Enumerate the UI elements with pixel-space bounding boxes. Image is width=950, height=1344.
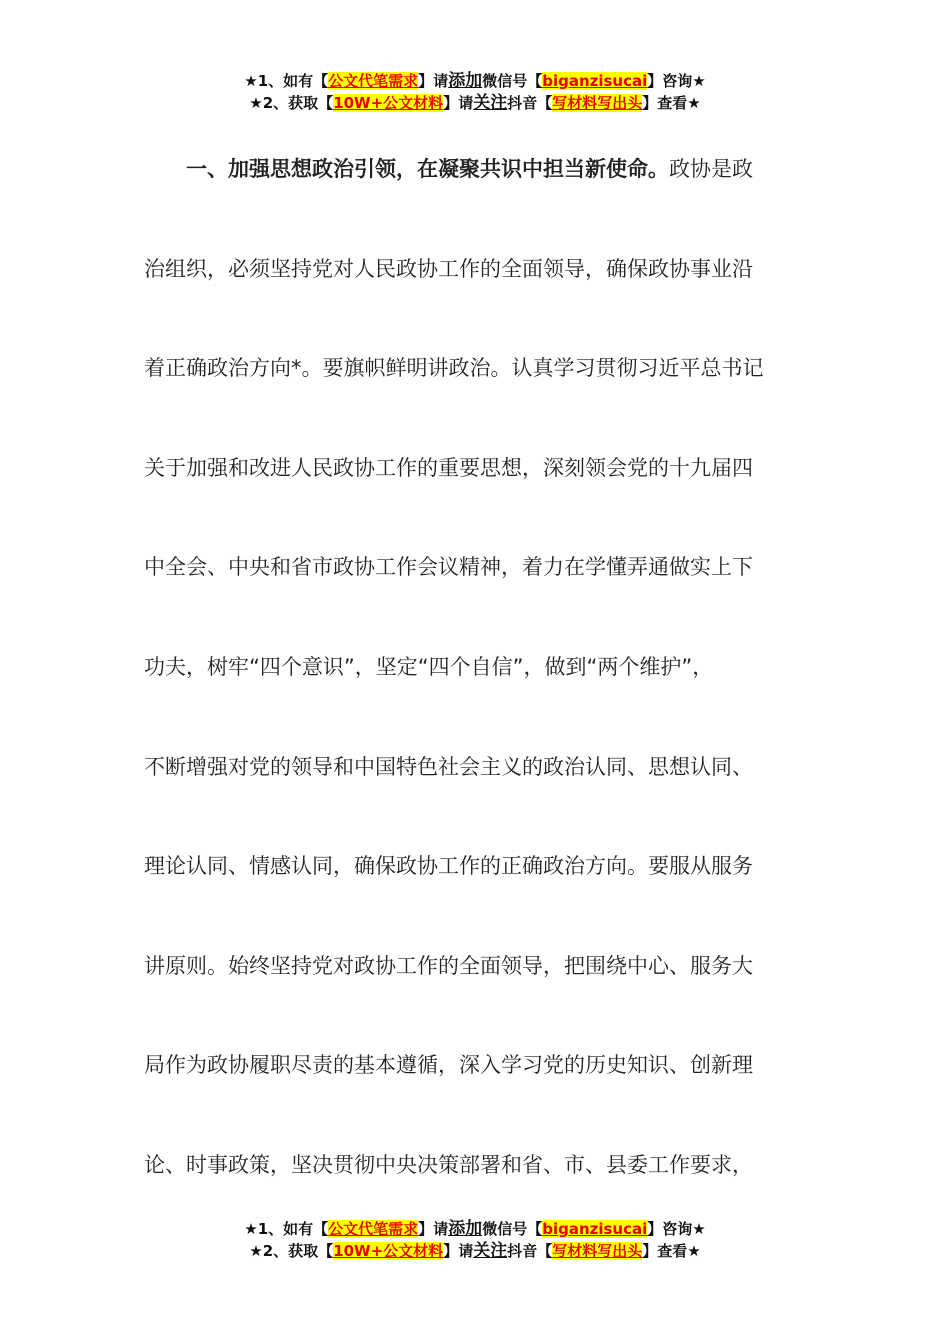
body-line: 关于加强和改进人民政协工作的重要思想，深刻领会党的十九届四 bbox=[144, 455, 753, 480]
banner-text: 】咨询★ bbox=[647, 1220, 706, 1238]
banner-text: 】查看★ bbox=[642, 1242, 701, 1260]
banner-text: 】请 bbox=[443, 1242, 474, 1260]
top-banner bbox=[0, 70, 950, 114]
banner-text: 】请 bbox=[418, 72, 449, 90]
body-line: 着正确政治方向*。要旗帜鲜明讲政治。认真学习贯彻习近平总书记 bbox=[144, 356, 764, 381]
banner-highlight: biganzisucai bbox=[542, 72, 648, 90]
banner-highlight: biganzisucai bbox=[542, 1220, 648, 1238]
banner-text: ★1、如有【 bbox=[244, 72, 329, 90]
body-line: 中全会、中央和省市政协工作会议精神，着力在学懂弄通做实上下 bbox=[144, 555, 753, 580]
document-body bbox=[144, 120, 824, 1216]
banner-highlight: 公文代笔需求 bbox=[328, 72, 419, 90]
banner-text: ★2、获取【 bbox=[249, 94, 334, 112]
body-line: 讲原则。始终坚持党对政协工作的全面领导，把围绕中心、服务大 bbox=[144, 953, 753, 978]
banner-highlight: 10W+公文材料 bbox=[333, 1242, 444, 1260]
banner-highlight: 10W+公文材料 bbox=[333, 94, 444, 112]
banner-highlight: 写材料写出头 bbox=[552, 94, 643, 112]
banner-line-2 bbox=[0, 92, 950, 114]
banner-text: 微信号【 bbox=[482, 72, 543, 90]
body-line: 论、时事政策，坚决贯彻中央决策部署和省、市、县委工作要求， bbox=[144, 1152, 753, 1177]
body-line: 不断增强对党的领导和中国特色社会主义的政治认同、思想认同、 bbox=[144, 754, 753, 779]
body-line: 局作为政协履职尽责的基本遵循，深入学习党的历史知识、创新理 bbox=[144, 1053, 753, 1078]
banner-text: 】请 bbox=[418, 1220, 449, 1238]
banner-line-2 bbox=[0, 1240, 950, 1262]
banner-text: 】查看★ bbox=[642, 94, 701, 112]
banner-text: 微信号【 bbox=[482, 1220, 543, 1238]
body-line: 理论认同、情感认同，确保政协工作的正确政治方向。要服从服务 bbox=[144, 854, 753, 879]
banner-text: 】请 bbox=[443, 94, 474, 112]
banner-line-1 bbox=[0, 1218, 950, 1240]
banner-text: ★1、如有【 bbox=[244, 1220, 329, 1238]
section-heading: 一、加强思想政治引领，在凝聚共识中担当新使命。 bbox=[186, 157, 669, 181]
banner-underline: 关注 bbox=[473, 93, 508, 113]
banner-text: 抖音【 bbox=[507, 94, 553, 112]
banner-underline: 添加 bbox=[448, 1219, 483, 1239]
banner-line-1 bbox=[0, 70, 950, 92]
banner-text: 抖音【 bbox=[507, 1242, 553, 1260]
body-line bbox=[144, 120, 824, 220]
bottom-banner bbox=[0, 1218, 950, 1262]
body-line-text: 政协是政 bbox=[669, 157, 753, 181]
banner-underline: 关注 bbox=[473, 1241, 508, 1261]
banner-underline: 添加 bbox=[448, 71, 483, 91]
banner-text: ★2、获取【 bbox=[249, 1242, 334, 1260]
body-line: 治组织，必须坚持党对人民政协工作的全面领导，确保政协事业沿 bbox=[144, 256, 753, 281]
banner-text: 】咨询★ bbox=[647, 72, 706, 90]
body-line: 功夫，树牢“四个意识”，坚定“四个自信”，做到“两个维护”， bbox=[144, 654, 714, 679]
banner-highlight: 公文代笔需求 bbox=[328, 1220, 419, 1238]
banner-highlight: 写材料写出头 bbox=[552, 1242, 643, 1260]
